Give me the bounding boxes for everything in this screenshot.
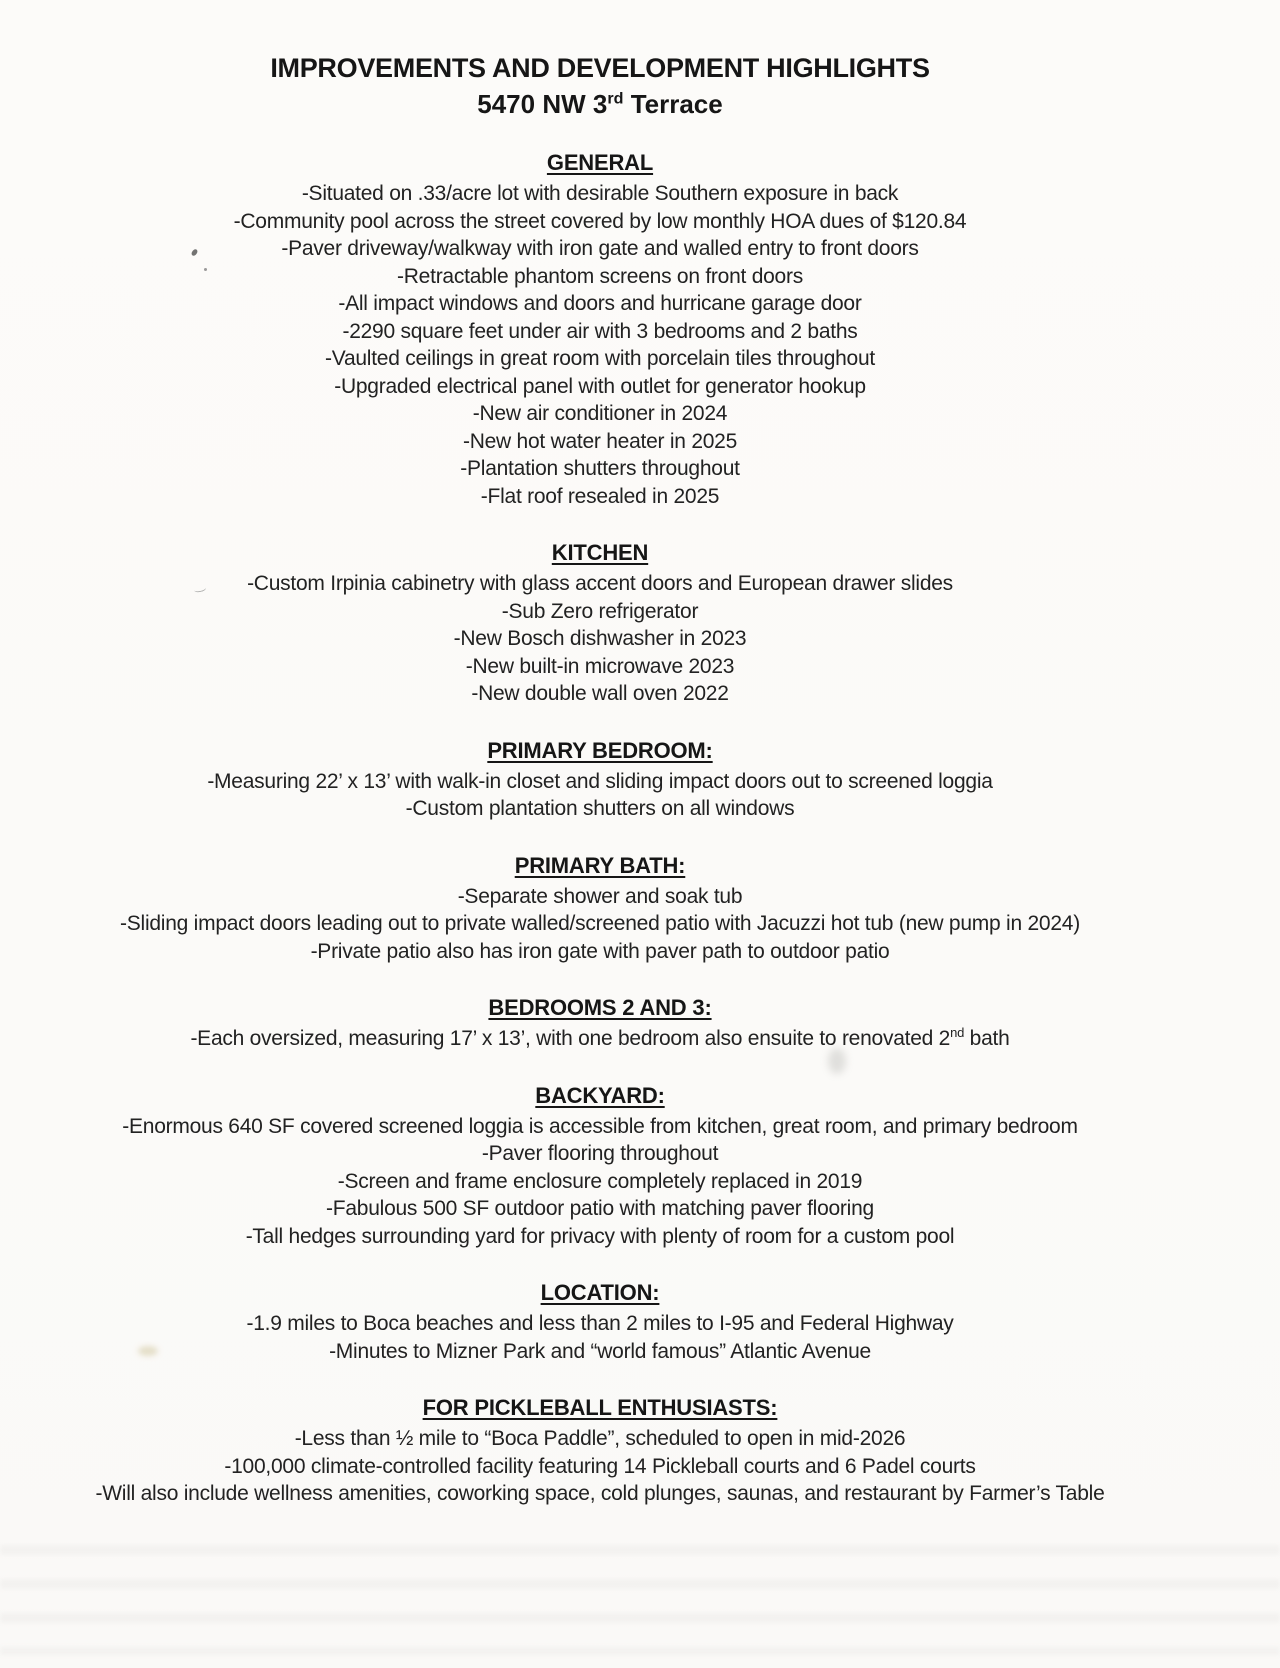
list-item: -Private patio also has iron gate with paver path to outdoor patio [310,939,890,963]
section-heading-backyard: BACKYARD: [535,1082,665,1108]
list-item: -Custom plantation shutters on all windows [405,797,795,820]
address-ordinal-superscript: rd [607,89,624,108]
list-item: -Paver flooring throughout [481,1142,719,1165]
list-item: -Screen and frame enclosure completely replaced in 2019 [337,1169,863,1193]
list-item: -Less than ½ mile to “Boca Paddle”, scheduled to open in mid-2026 [294,1427,906,1450]
list-item: -New hot water heater in 2025 [462,429,738,453]
list-item: -Enormous 640 SF covered screened loggia is accessible from kitchen, great room, and primary bedroom [122,1114,1078,1138]
section-primary-bath [0,823,1200,966]
bleed-through-ghosting [0,1545,1280,1655]
section-primary-bedroom [0,708,1200,823]
list-item: -Plantation shutters throughout [460,457,740,480]
section-heading-pickleball: FOR PICKLEBALL ENTHUSIASTS: [422,1395,778,1420]
list-item: -All impact windows and doors and hurricane garage door [338,292,862,315]
scan-speck [204,268,207,271]
list-item: -Sub Zero refrigerator [501,599,699,623]
list-item: -Upgraded electrical panel with outlet for generator hookup [334,374,866,398]
list-item: -New Bosch dishwasher in 2023 [453,627,747,650]
address-text: 5470 NW 3 [477,89,608,119]
property-address [0,88,1200,120]
section-heading-kitchen: KITCHEN [551,540,649,565]
list-item: -New built-in microwave 2023 [465,654,735,678]
section-backyard [0,1053,1200,1251]
section-bedrooms-2-and-3 [0,965,1200,1053]
section-heading-location: LOCATION: [540,1280,660,1305]
page-title: IMPROVEMENTS AND DEVELOPMENT HIGHLIGHTS [270,53,930,83]
list-item: -Flat roof resealed in 2025 [480,484,720,508]
list-item: -Fabulous 500 SF outdoor patio with matching paver flooring [326,1197,874,1220]
section-pickleball [0,1365,1200,1508]
section-heading-primary-bath: PRIMARY BATH: [514,852,686,878]
list-item: -Sliding impact doors leading out to private walled/screened patio with Jacuzzi hot tub (new pump in 2024) [120,912,1080,935]
scan-smudge [828,1048,846,1074]
bedrooms-ordinal-superscript: nd [950,1025,965,1040]
list-item: -New air conditioner in 2024 [472,402,728,425]
document-content [0,52,1200,1508]
section-heading-bedrooms-2-and-3: BEDROOMS 2 AND 3: [488,995,712,1020]
list-item: -Will also include wellness amenities, coworking space, cold plunges, saunas, and restaurant by Farmer’s Table [95,1482,1105,1505]
list-item: -Custom Irpinia cabinetry with glass accent doors and European drawer slides [247,572,953,595]
list-item [0,1025,1200,1053]
section-heading-primary-bedroom: PRIMARY BEDROOM: [487,737,713,763]
list-item: -Paver driveway/walkway with iron gate and walled entry to front doors [281,237,919,260]
list-item: -100,000 climate-controlled facility featuring 14 Pickleball courts and 6 Padel courts [224,1454,976,1478]
list-item: -Vaulted ceilings in great room with porcelain tiles throughout [325,347,875,370]
section-location [0,1250,1200,1365]
list-item: -Measuring 22’ x 13’ with walk-in closet and sliding impact doors out to screened loggia [207,769,993,793]
section-heading-general: GENERAL [546,150,654,175]
list-item: -Tall hedges surrounding yard for privacy with plenty of room for a custom pool [245,1224,955,1248]
bedrooms-line-text: -Each oversized, measuring 17’ x 13’, with one bedroom also ensuite to renovated 2 [190,1027,951,1050]
list-item: -Situated on .33/acre lot with desirable Southern exposure in back [301,182,899,205]
section-kitchen [0,510,1200,708]
list-item: -2290 square feet under air with 3 bedrooms and 2 baths [342,319,858,343]
list-item: -1.9 miles to Boca beaches and less than 2 miles to I-95 and Federal Highway [246,1312,954,1335]
list-item: -Minutes to Mizner Park and “world famous” Atlantic Avenue [329,1339,871,1363]
bedrooms-line-text-suffix: bath [964,1027,1010,1050]
section-general [0,120,1200,510]
list-item: -New double wall oven 2022 [471,682,729,705]
scan-smudge [138,1346,158,1356]
address-text-suffix: Terrace [623,89,723,119]
list-item: -Separate shower and soak tub [457,884,743,908]
list-item: -Community pool across the street covered by low monthly HOA dues of $120.84 [233,209,967,233]
list-item: -Retractable phantom screens on front doors [397,264,803,288]
